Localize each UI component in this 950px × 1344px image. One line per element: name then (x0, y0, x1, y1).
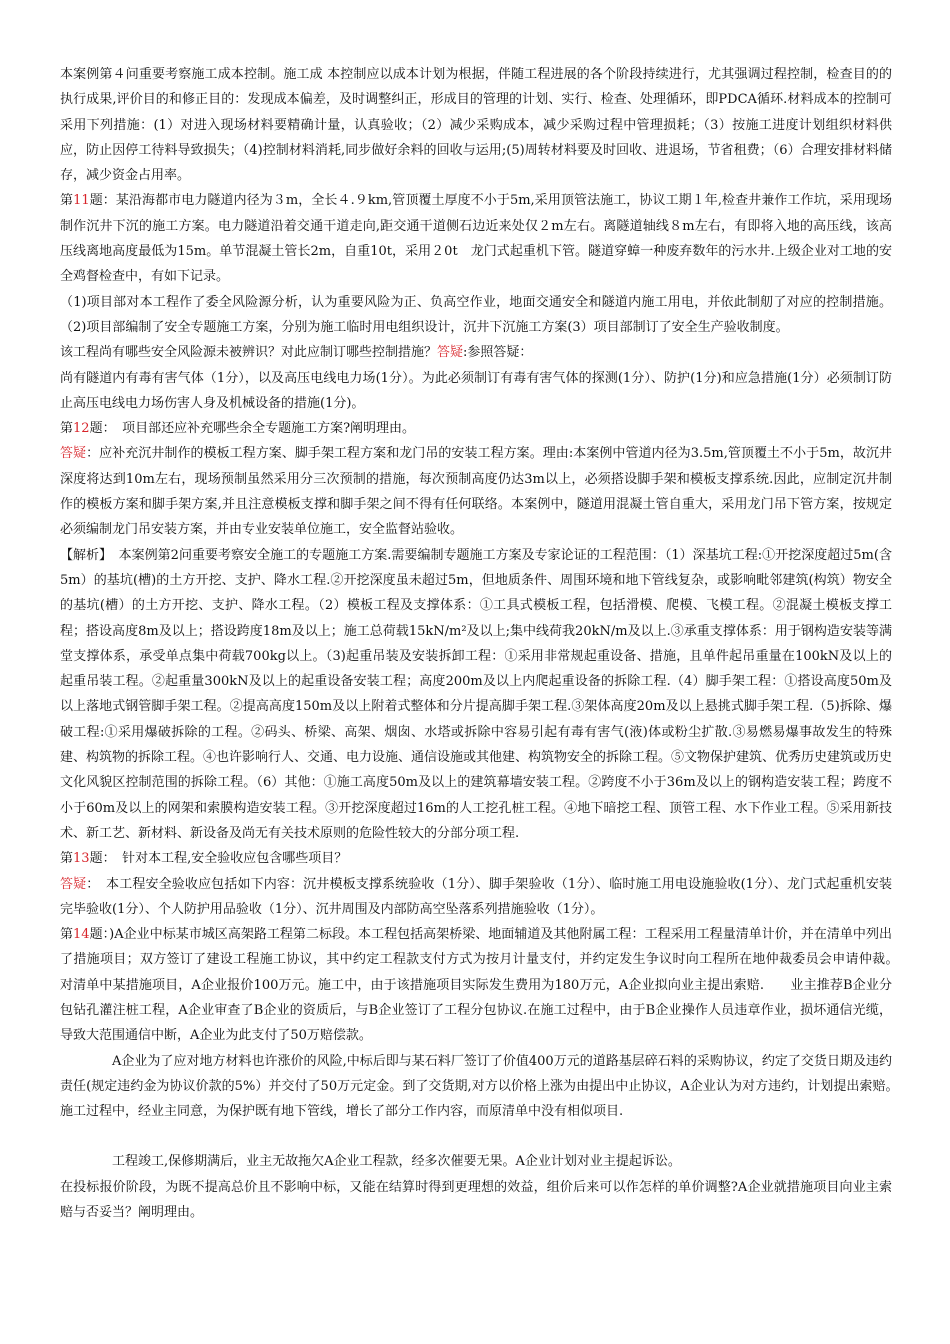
answer-11: 尚有隧道内有毒有害气体（1分），以及高压电线电力场(1分）。为此必须制订有毒有害气体的探测(1分）、防护(1分)和应急措施(1分）必须制订防止高压电线电力场伤害人身及机械设备的措施(1分)。 (60, 370, 892, 411)
spacer (60, 1124, 892, 1149)
question-number: 13 (73, 851, 90, 867)
question-11-ask: 该工程尚有哪些安全风险源未被辨识？对此应制订哪些控制措施？答疑:参照答疑： (60, 345, 533, 361)
answer-label: 答疑 (60, 446, 87, 462)
question-number: 12 (73, 421, 90, 437)
paragraph-inspection-records: （1)项目部对本工程作了委全风险源分析，认为重要风险为正、负高空作业，地面交通安全和隧道内施工用电，并依此制舠了对应的控制措施。（2)项目部编制了安全专题施工方案，分别为施工临时用电组织设计，沉井下沉施工方案(3）项目部制订了安全生产验收制度。 (60, 294, 892, 335)
question-14: 第14题：)A企业中标某市城区高架路工程第二标段。本工程包括高架桥梁、地面辅道及其他附属工程：工程采用工程量清单计价，并在清单中列出了措施项目；双方签订了建设工程施工协议，其中约定工程款支付方式为按月计量支付，并约定发生争议时向工程所在地仲裁委员会申请仲裁。 对清单中某措施项目，A企业报价100万元。施工中，由于该措施项目实际发生费用为180万元，A企业拟向业主提出索赔. 业主推荐B企业分包钻孔灌注桩工程，A企业审查了B企业的资质后，与B企业签订了工程分包协议.在施工过程中，由于B企业操作人员违章作业，损坏通信光缆，导致大范围通信中断，A企业为此支付了50万赔偿款。 (60, 927, 932, 1044)
paragraph-cost-control: 本案例第４问重要考察施工成本控制。施工成 本控制应以成本计划为根据，伴随工程进展的各个阶段持续进行，尤其强调过程控制，检查目的的执行成果,评价目的和修正目的：发现成本偏差，及时调整纠正，形成目的管理的计划、实行、检查、处理循环，即PDCA循环.材料成本的控制可采用下列措施：(1）对进入现场材料要精确计量，认真验收；（2）减少采购成本，减少采购过程中管理损耗；（3）按施工进度计划组织材料供应，防止因停工待料导致损失；（4)控制材料消耗,同步做好余料的回收与运用;(5)周转材料要及时回收、进退场，节省租费；（6）合理安排材料储存，减少资金占用率。 (60, 67, 892, 184)
question-13: 第13题： 针对本工程,安全验收应包含哪些项目？ (60, 851, 348, 867)
answer-12: 答疑：应补充沉井制作的模板工程方案、脚手架工程方案和龙门吊的安装工程方案。理由:本案例中管道内径为3.5m,管顶覆土不小于5m，故沉井深度将达到10m左右，现场预制虽然采用分三次预制的措施，每次预制高度仍达3m以上，必须搭设脚手架和模板支撑系统.因此，应制定沉井制作的模板方案和脚手架方案,并且注意模板支撑和脚手架之间不得有任何联络。本案例中，隧道用混凝土管自重大，采用龙门吊下管方案，按规定必须编制龙门吊安装方案，并由专业安装单位施工，安全监督站验收。 (60, 446, 892, 538)
question-14-paragraph-2: A企业为了应对地方材料也许涨价的风险,中标后即与某石料厂签订了价值400万元的道路基层碎石料的采购协议，约定了交货日期及违约责任(规定违约金为协议价款的5%）并交付了50万元定金。到了交货期,对方以价格上涨为由提出中止协议，A企业认为对方违约，计划提出索赔。 施工过程中，经业主同意，为保护既有地下管线，增长了部分工作内容，而原清单中没有相似项目. (60, 1053, 906, 1120)
question-number: 14 (73, 927, 90, 943)
answer-13: 答疑： 本工程安全验收应包括如下内容：沉井模板支撑系统验收（1分）、脚手架验收（1分）、临时施工用电设施验收(1分）、龙门式起重机安装完毕验收(1分）、个人防护用品验收（1分）、沉井周围及内部防高空坠落系列措施验收（1分）。 (60, 876, 892, 917)
answer-label: 答疑 (437, 345, 464, 361)
document-page (60, 62, 932, 1225)
question-14-paragraph-3: 工程竣工,保修期满后，业主无故拖欠A企业工程款，经多次催要无果。A企业计划对业主提起诉讼。 (112, 1154, 681, 1170)
question-11: 第11题：某沿海都市电力隧道内径为３m，全长４.９km,管顶覆土厚度不小于5m,采用顶管法施工，协议工期１年,检查井兼作工作坑，采用现场制作沉井下沉的施工方案。电力隧道沿着交通干道走向,距交通干道侧石边近来处仅２m左右。离隧道轴线８m左右，有即将入地的高压线，该高压线离地高度最低为15m。单节混凝土管长2m，自重10t，采用２0t 龙门式起重机下管。隧道穿蟑一种废弃数年的污水井.上级企业对工地的安全鸡督检查中，有如下记录。 (60, 193, 892, 285)
question-number: 11 (73, 193, 90, 209)
analysis-label: 【解析】 (60, 547, 106, 563)
question-12: 第12题： 项目部还应补充哪些余全专题施工方案?阐明理由。 (60, 421, 416, 437)
analysis-section: 【解析】 本案例第2问重要考察安全施工的专题施工方案.需要编制专题施工方案及专家论证的工程范围：（1）深基坑工程:①开挖深度超过5m(含5m）的基坑(槽)的土方开挖、支护、降水工程.②开挖深度虽未超过5m，但地质条件、周围环境和地下管线复杂，或影响毗邻建筑(构筑）物安全的基坑(槽）的土方开挖、支护、降水工程。（2）模板工程及支撑体系：①工具式模板工程，包括滑模、爬模、飞模工程。②混凝土模板支撑工程；搭设高度8m及以上；搭设跨度18m及以上；施工总荷载15kN/m²及以上;集中线荷我20kN/m及以上.③承重支撑体系：用于钢构造安装等满堂支撑体系，承受单点集中荷载700kg以上。（3)起重吊装及安装拆卸工程：①采用非常规起重设备、措施，且单件起吊重量在100kN及以上的起重吊装工程。②起重量300kN及以上的起重设备安装工程；高度200m及以上内爬起重设备的拆除工程.（4）脚手架工程：①搭设高度50m及以上落地式钢管脚手架工程。②提高高度150m及以上附着式整体和分片提高脚手架工程.③架体高度20m及以上悬挑式脚手架工程.（5)拆除、爆破工程:①采用爆破拆除的工程。②码头、桥梁、高架、烟囱、水塔或拆除中容易引起有毒有害气(液)体或粉尘扩散.③易燃易爆事故发生的特殊建、构筑物的拆除工程。④也许影响行人、交通、电力设施、通信设施或其他建、构筑物安全的拆除工程。⑤文物保护建筑、优秀历史建筑或历史文化风貌区控制范围的拆除工程。（6）其他：①施工高度50m及以上的建筑幕墙安装工程。②跨度不小于36m及以上的钢构造安装工程；跨度不小于60m及以上的网架和索膜构造安装工程。③开挖深度超过16m的人工挖孔桩工程。④地下暗挖工程、顶管工程、水下作业工程。⑤采用新技术、新工艺、新材料、新设备及尚无有关技术原则的危险性较大的分部分项工程. (60, 547, 893, 841)
answer-label: 答疑 (60, 876, 87, 892)
question-14-ask: 在投标报价阶段，为既不提高总价且不影响中标，又能在结算时得到更理想的效益，组价后来可以作怎样的单价调整?A企业就措施项目向业主索赔与否妥当？阐明理由。 (60, 1179, 892, 1221)
